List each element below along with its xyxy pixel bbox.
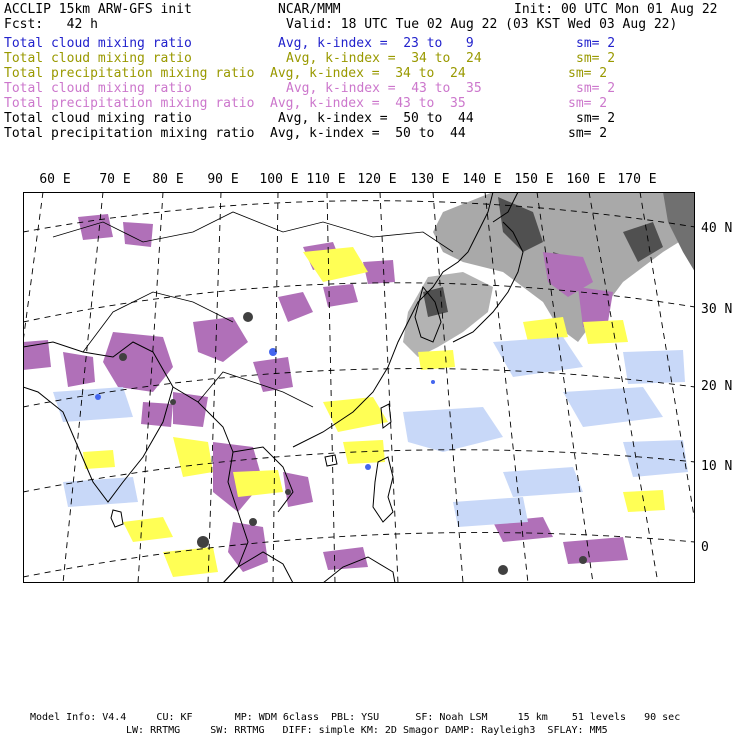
- field-name: Total cloud mixing ratio: [4, 51, 192, 66]
- lon-label: 120 E: [357, 172, 397, 187]
- init-time: Init: 00 UTC Mon 01 Aug 22: [514, 2, 718, 17]
- field-name: Total precipitation mixing ratio: [4, 66, 255, 81]
- field-name: Total precipitation mixing ratio: [4, 126, 255, 141]
- field-avg: Avg, k-index = 43 to 35: [270, 96, 466, 111]
- lon-label: 110 E: [306, 172, 346, 187]
- lon-label: 90 E: [207, 172, 239, 187]
- lon-label: 80 E: [152, 172, 184, 187]
- lon-label: 160 E: [566, 172, 606, 187]
- field-avg: Avg, k-index = 50 to 44: [270, 126, 466, 141]
- lat-label: 0: [701, 540, 709, 555]
- field-name: Total cloud mixing ratio: [4, 81, 192, 96]
- lon-label: 140 E: [462, 172, 502, 187]
- field-avg: Avg, k-index = 34 to 24: [286, 51, 482, 66]
- lon-label: 60 E: [39, 172, 71, 187]
- field-sm: sm= 2: [576, 36, 616, 51]
- lat-label: 20 N: [701, 379, 733, 394]
- lat-label: 40 N: [701, 221, 733, 236]
- field-name: Total cloud mixing ratio: [4, 111, 192, 126]
- field-row: [0, 36, 740, 51]
- lon-label: 70 E: [99, 172, 131, 187]
- lat-label: 10 N: [701, 459, 733, 474]
- field-sm: sm= 2: [576, 51, 616, 66]
- field-sm: sm= 2: [568, 96, 608, 111]
- lon-label: 100 E: [259, 172, 299, 187]
- field-name: Total cloud mixing ratio: [4, 36, 192, 51]
- forecast-hour: Fcst: 42 h: [4, 17, 98, 32]
- field-row: [0, 96, 740, 111]
- field-avg: Avg, k-index = 34 to 24: [270, 66, 466, 81]
- org-label: NCAR/MMM: [278, 2, 341, 17]
- field-sm: sm= 2: [568, 126, 608, 141]
- lat-label: 30 N: [701, 302, 733, 317]
- model-title: ACCLIP 15km ARW-GFS init: [4, 2, 192, 17]
- field-avg: Avg, k-index = 43 to 35: [286, 81, 482, 96]
- field-row: [0, 51, 740, 66]
- model-info-line1: Model Info: V4.4 CU: KF MP: WDM 6class PBL: YSU SF: Noah LSM 15 km 51 levels 90 sec: [30, 712, 681, 723]
- map-panel: [23, 192, 695, 583]
- field-avg: Avg, k-index = 23 to 9: [278, 36, 474, 51]
- lon-label: 130 E: [410, 172, 450, 187]
- field-row: [0, 66, 740, 81]
- valid-time: Valid: 18 UTC Tue 02 Aug 22 (03 KST Wed 03 Aug 22): [286, 17, 678, 32]
- field-row: [0, 81, 740, 96]
- lon-label: 150 E: [514, 172, 554, 187]
- model-info-line2: LW: RRTMG SW: RRTMG DIFF: simple KM: 2D Smagor DAMP: Rayleigh3 SFLAY: MM5: [126, 725, 608, 736]
- field-avg: Avg, k-index = 50 to 44: [278, 111, 474, 126]
- field-name: Total precipitation mixing ratio: [4, 96, 255, 111]
- field-row: [0, 111, 740, 126]
- field-sm: sm= 2: [576, 81, 616, 96]
- lon-label: 170 E: [617, 172, 657, 187]
- field-sm: sm= 2: [568, 66, 608, 81]
- field-sm: sm= 2: [576, 111, 616, 126]
- field-row: [0, 126, 740, 141]
